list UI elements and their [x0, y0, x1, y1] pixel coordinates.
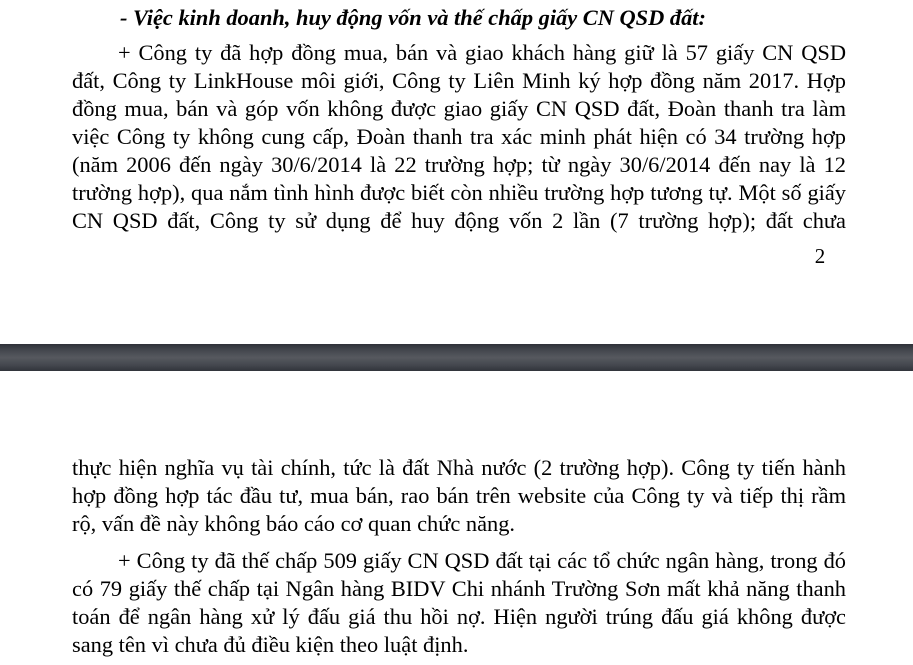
- paragraph-continued: thực hiện nghĩa vụ tài chính, tức là đất Nhà nước (2 trường hợp). Công ty tiến hành hợp đồng hợp tác đầu tư, mua bán, rao bán trên website của Công ty và tiếp thị rầm rộ, vấn đề này không báo cáo cơ quan chức năng.: [72, 455, 846, 536]
- page-separator-bar: [0, 344, 913, 371]
- paragraph-next: + Công ty đã thế chấp 509 giấy CN QSD đất tại các tổ chức ngân hàng, trong đó có 79 giấy thế chấp tại Ngân hàng BIDV Chi nhánh Trường Sơn mất khả năng thanh toán để ngân hàng xử lý đấu giá thu hồi nợ. Hiện người trúng đấu giá không được sang tên vì chưa đủ điều kiện theo luật định.: [72, 548, 846, 657]
- section-heading: - Việc kinh doanh, huy động vốn và thế chấp giấy CN QSD đất:: [120, 5, 706, 30]
- page-1-text-block: [72, 4, 846, 235]
- paragraph-page1: + Công ty đã hợp đồng mua, bán và giao khách hàng giữ là 57 giấy CN QSD đất, Công ty LinkHouse môi giới, Công ty Liên Minh ký hợp đồng năm 2017. Hợp đồng mua, bán và góp vốn không được giao giấy CN QSD đất, Đoàn thanh tra làm việc Công ty không cung cấp, Đoàn thanh tra xác minh phát hiện có 34 trường hợp (năm 2006 đến ngày 30/6/2014 là 22 trường hợp; từ ngày 30/6/2014 đến nay là 12 trường hợp), qua nắm tình hình được biết còn nhiều trường hợp tương tự. Một số giấy CN QSD đất, Công ty sử dụng để huy động vốn 2 lần (7 trường hợp); đất chưa: [72, 40, 846, 233]
- page-number: 2: [814, 244, 826, 268]
- page-2-text-block: [72, 454, 846, 659]
